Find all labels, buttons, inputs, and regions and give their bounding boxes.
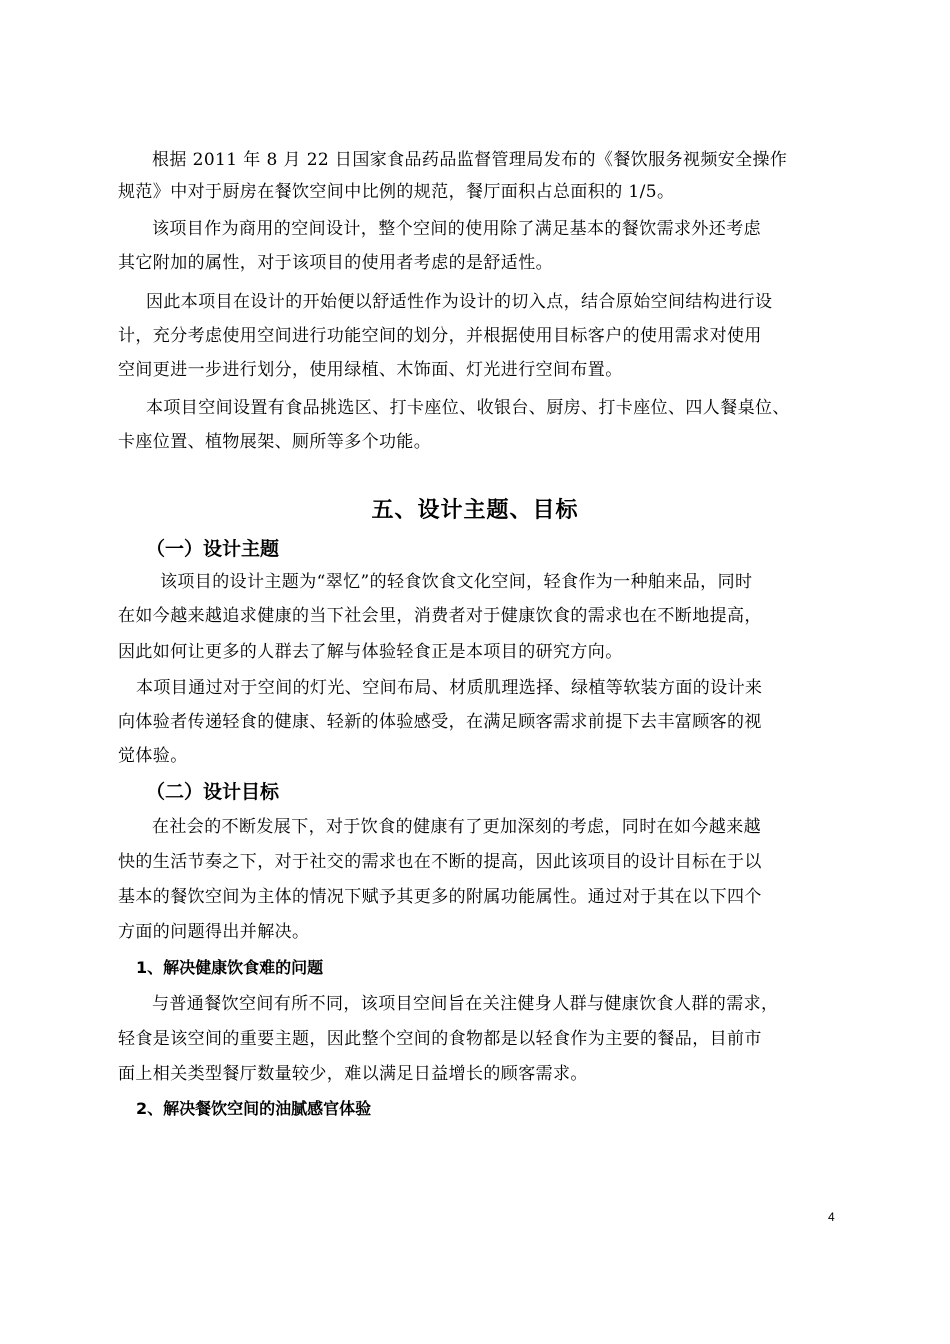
paragraph-line: 本项目空间设置有食品挑选区、打卡座位、收银台、厨房、打卡座位、四人餐桌位、 [146, 398, 790, 418]
paragraph-line: 该项目的设计主题为“翠忆”的轻食饮食文化空间，轻食作为一种舶来品，同时 [160, 572, 753, 592]
paragraph-line: 规范》中对于厨房在餐饮空间中比例的规范，餐厅面积占总面积的 1/5。 [118, 182, 675, 202]
paragraph-line: 计，充分考虑使用空间进行功能空间的划分，并根据使用目标客户的使用需求对使用 [118, 326, 762, 346]
paragraph-line: 向体验者传递轻食的健康、轻新的体验感受，在满足顾客需求前提下去丰富顾客的视 [118, 712, 762, 732]
section-title: 五、设计主题、目标 [371, 498, 579, 523]
paragraph-line: 因此如何让更多的人群去了解与体验轻食正是本项目的研究方向。 [118, 642, 623, 662]
paragraph-line: 其它附加的属性，对于该项目的使用者考虑的是舒适性。 [118, 253, 553, 273]
paragraph-line: 根据 2011 年 8 月 22 日国家食品药品监督管理局发布的《餐饮服务视频安全操作 [152, 150, 788, 170]
paragraph-line: 方面的问题得出并解决。 [118, 922, 310, 942]
subsection-title: （一）设计主题 [146, 538, 280, 560]
paragraph-line: 卡座位置、植物展架、厕所等多个功能。 [118, 432, 432, 452]
paragraph-line: 在如今越来越追求健康的当下社会里，消费者对于健康饮食的需求也在不断地提高， [118, 606, 762, 626]
paragraph-line: 空间更进一步进行划分，使用绿植、木饰面、灯光进行空间布置。 [118, 360, 623, 380]
paragraph-line: 轻食是该空间的重要主题，因此整个空间的食物都是以轻食作为主要的餐品，目前市 [118, 1029, 762, 1049]
paragraph-line: 觉体验。 [118, 746, 188, 766]
paragraph-line: 在社会的不断发展下，对于饮食的健康有了更加深刻的考虑，同时在如今越来越 [152, 817, 761, 837]
paragraph-line: 基本的餐饮空间为主体的情况下赋予其更多的附属功能属性。通过对于其在以下四个 [118, 887, 762, 907]
item-heading: 2、解决餐饮空间的油腻感官体验 [136, 1099, 372, 1118]
paragraph-line: 快的生活节奏之下，对于社交的需求也在不断的提高，因此该项目的设计目标在于以 [118, 852, 762, 872]
subsection-title: （二）设计目标 [146, 781, 280, 803]
paragraph-line: 该项目作为商用的空间设计，整个空间的使用除了满足基本的餐饮需求外还考虑 [152, 219, 761, 239]
item-heading: 1、解决健康饮食难的问题 [136, 958, 324, 977]
paragraph-line: 因此本项目在设计的开始便以舒适性作为设计的切入点，结合原始空间结构进行设 [146, 292, 773, 312]
page-number: 4 [828, 1210, 835, 1224]
paragraph-line: 本项目通过对于空间的灯光、空间布局、材质肌理选择、绿植等软装方面的设计来 [136, 678, 763, 698]
paragraph-line: 面上相关类型餐厅数量较少，难以满足日益增长的顾客需求。 [118, 1064, 588, 1084]
paragraph-line: 与普通餐饮空间有所不同，该项目空间旨在关注健身人群与健康饮食人群的需求， [152, 994, 779, 1014]
